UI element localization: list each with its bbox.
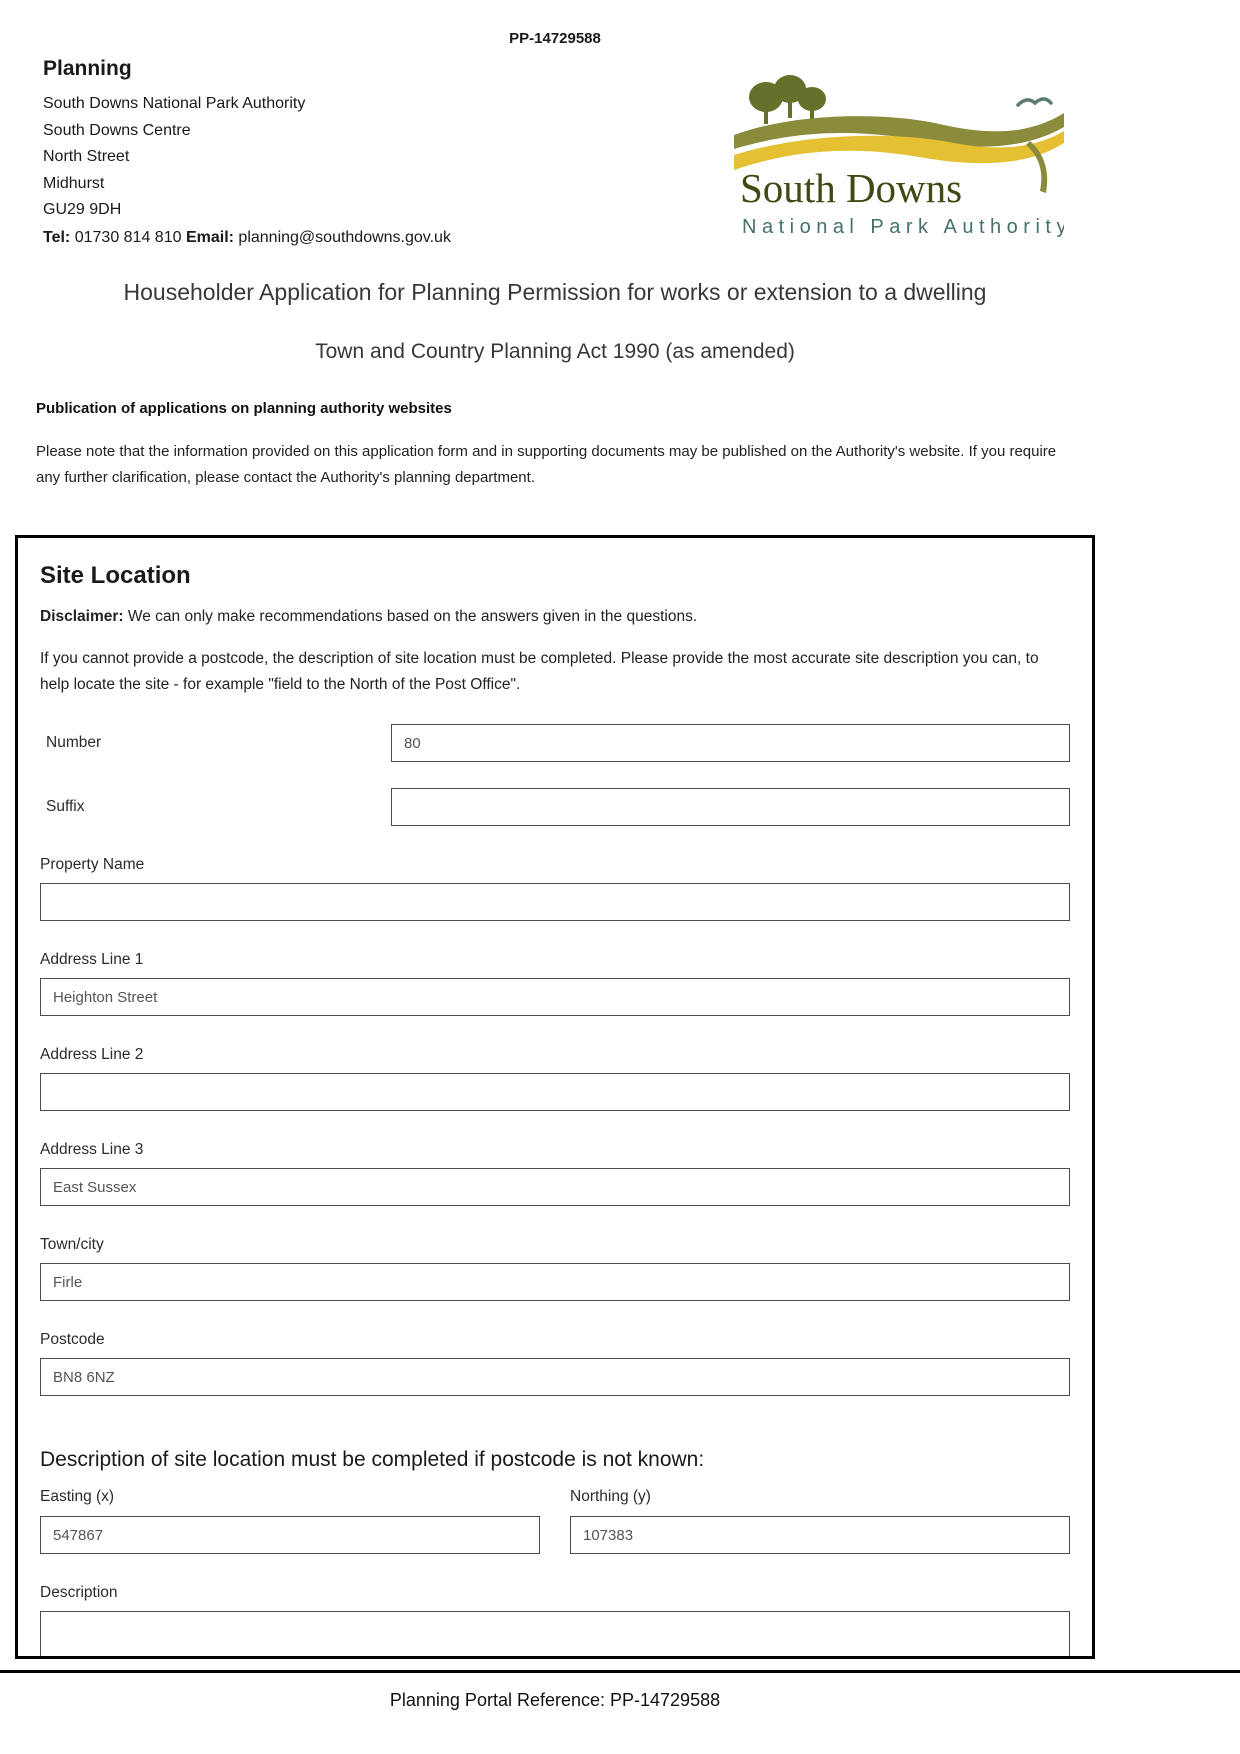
section-title: Site Location [40,562,191,589]
address-line-1-input[interactable] [40,978,1070,1016]
email-label: Email: [185,228,234,246]
town-city-label: Town/city [40,1236,104,1253]
email-address: planning@southdowns.gov.uk [238,228,451,246]
postcode-input[interactable] [40,1358,1070,1396]
site-location-instructions: If you cannot provide a postcode, the description of site location must be completed. Please provide the most accurate site description you can, to help locate the site - for example "field to the North of the Post Office". [40,650,1039,693]
disclaimer-text: We can only make recommendations based on the answers given in the questions. [127,608,698,625]
town-city-input[interactable] [40,1263,1070,1301]
planning-portal-heading: Planning [43,57,132,80]
description-section-heading: Description of site location must be completed if postcode is not known: [40,1448,705,1471]
field-northing [570,1488,1070,1554]
authority-name: South Downs National Park Authority [43,95,306,112]
field-address-line-2 [40,1046,1070,1111]
number-input[interactable] [391,724,1070,762]
logo-title: South Downs [740,165,963,211]
header [0,57,1110,251]
disclaimer-label: Disclaimer: [40,608,124,625]
logo-subtitle: National Park Authority [742,216,1064,238]
field-suffix [40,788,1070,826]
address-line-1-label: Address Line 1 [40,951,144,968]
field-address-line-1 [40,951,1070,1016]
tel-number: 01730 814 810 [74,228,182,246]
suffix-label: Suffix [46,798,85,815]
authority-address-line: Midhurst [43,174,105,192]
description-textarea[interactable] [40,1611,1070,1659]
authority-contact-line [43,229,451,247]
field-postcode [40,1331,1070,1396]
address-line-3-input[interactable] [40,1168,1070,1206]
northing-label: Northing (y) [570,1488,651,1505]
authority-address-line: North Street [43,148,130,165]
trees-icon [749,75,826,124]
easting-input[interactable] [40,1516,540,1554]
footer-divider [0,1670,1240,1673]
property-name-label: Property Name [40,856,145,873]
act-subtitle: Town and Country Planning Act 1990 (as amended) [315,340,795,363]
number-label: Number [46,734,102,751]
publication-body: Please note that the information provided on this application form and in supporting documents may be published on the Authority's website. If you require any further clarification, please contact the Authority's planning department. [36,443,1057,486]
planning-portal-reference: Planning Portal Reference: PP-14729588 [389,1690,721,1710]
bird-icon [1018,99,1051,105]
coordinates-row [40,1488,1070,1554]
publication-heading: Publication of applications on planning authority websites [36,400,452,417]
application-reference-top: PP-14729588 [509,30,601,47]
tel-label: Tel: [43,228,71,246]
suffix-input[interactable] [391,788,1070,826]
address-line-2-label: Address Line 2 [40,1046,144,1063]
northing-input[interactable] [570,1516,1070,1554]
form-title: Householder Application for Planning Permission for works or extension to a dwelling [123,279,987,305]
south-downs-logo [734,71,1064,251]
authority-address-line: South Downs Centre [43,121,191,139]
field-town-city [40,1236,1070,1301]
address-line-2-input[interactable] [40,1073,1070,1111]
description-label: Description [40,1584,118,1601]
authority-address-block [43,57,451,251]
field-property-name [40,856,1070,921]
field-address-line-3 [40,1141,1070,1206]
postcode-label: Postcode [40,1331,105,1348]
disclaimer [40,608,1070,626]
field-description [40,1584,1070,1659]
address-line-3-label: Address Line 3 [40,1141,144,1158]
site-location-section [15,535,1095,1659]
authority-postcode: GU29 9DH [43,201,122,218]
field-number [40,724,1070,762]
field-easting [40,1488,540,1554]
easting-label: Easting (x) [40,1488,115,1505]
property-name-input[interactable] [40,883,1070,921]
